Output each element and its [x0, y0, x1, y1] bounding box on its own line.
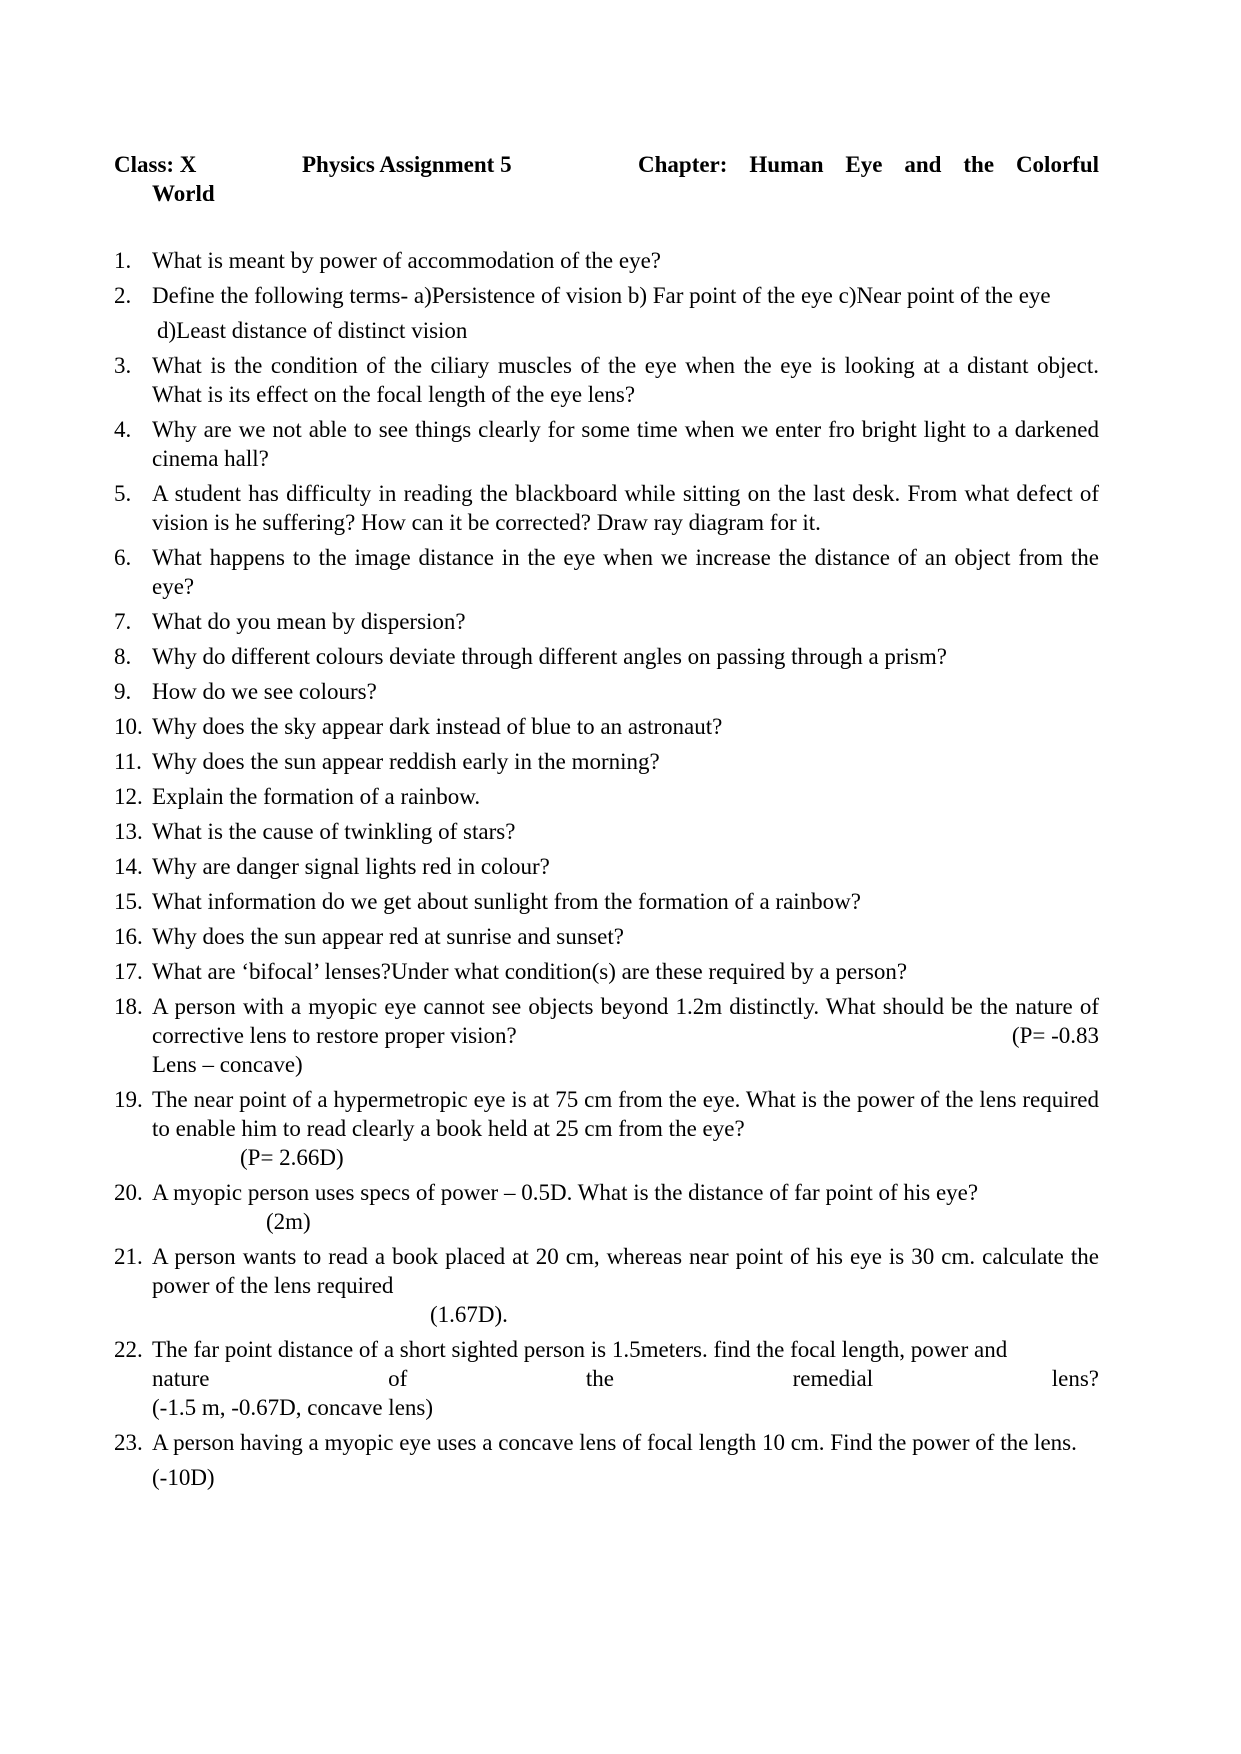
question-number: 7.: [114, 609, 132, 634]
answer-hint: (1.67D).: [430, 1302, 508, 1327]
question-number: 22.: [114, 1337, 143, 1362]
question-number: 20.: [114, 1180, 143, 1205]
answer-hint-continuation: Lens – concave): [152, 1052, 303, 1077]
question-text: What information do we get about sunlight from the formation of a rainbow?: [152, 889, 861, 914]
question-number: 21.: [114, 1244, 143, 1269]
chapter-continuation: World: [152, 181, 215, 206]
question-item: [114, 543, 1099, 601]
question-number: 14.: [114, 854, 143, 879]
question-item: [114, 887, 1099, 916]
question-text: A person having a myopic eye uses a concave lens of focal length 10 cm. Find the power of the lens.: [152, 1430, 1077, 1455]
question-number: 9.: [114, 679, 132, 704]
question-item: [114, 607, 1099, 636]
question-text: A student has difficulty in reading the blackboard while sitting on the last desk. From what defect of vision is he suffering? How can it be corrected? Draw ray diagram for it.: [152, 481, 1099, 535]
question-item: [114, 817, 1099, 846]
question-text: Define the following terms- a)Persistence of vision b) Far point of the eye c)Near point of the eye: [152, 283, 1051, 308]
question-number: 12.: [114, 784, 143, 809]
question-item: [114, 957, 1099, 986]
question-text: What is meant by power of accommodation of the eye?: [152, 248, 662, 273]
question-text: Why does the sun appear red at sunrise and sunset?: [152, 924, 624, 949]
question-item: [114, 852, 1099, 881]
question-text: Why are we not able to see things clearly for some time when we enter fro bright light to a darkened cinema hall?: [152, 417, 1099, 471]
question-text: Why does the sun appear reddish early in the morning?: [152, 749, 660, 774]
question-item: [114, 1085, 1099, 1172]
assignment-header: [114, 150, 1099, 208]
question-number: 10.: [114, 714, 143, 739]
question-text: Explain the formation of a rainbow.: [152, 784, 481, 809]
header-row: [114, 150, 1099, 179]
question-number: 2.: [114, 283, 132, 308]
question-item: [114, 479, 1099, 537]
question-item: [114, 1335, 1099, 1422]
question-item: [114, 782, 1099, 811]
question-text: What is the cause of twinkling of stars?: [152, 819, 516, 844]
question-text: The far point distance of a short sighted person is 1.5meters. find the focal length, power and: [152, 1337, 1008, 1362]
chapter-label: Chapter: Human Eye and the Colorful: [638, 152, 1099, 177]
question-text-continuation: nature of the remedial lens?: [152, 1366, 1099, 1391]
question-item: [114, 992, 1099, 1079]
question-item: [114, 1242, 1099, 1329]
question-number: 23.: [114, 1430, 143, 1455]
question-text: A person wants to read a book placed at 20 cm, whereas near point of his eye is 30 cm. calculate the power of the lens required: [152, 1244, 1099, 1298]
question-text: Why does the sky appear dark instead of blue to an astronaut?: [152, 714, 723, 739]
question-item: [114, 747, 1099, 776]
question-number: 8.: [114, 644, 132, 669]
question-text: A person with a myopic eye cannot see objects beyond 1.2m distinctly. What should be the nature of corrective lens to restore proper vision?: [152, 994, 1099, 1048]
question-number: 5.: [114, 481, 132, 506]
question-number: 13.: [114, 819, 143, 844]
question-item: [114, 922, 1099, 951]
question-item: [114, 677, 1099, 706]
question-text: What are ‘bifocal’ lenses?Under what condition(s) are these required by a person?: [152, 959, 908, 984]
class-label: Class: X: [114, 152, 197, 177]
question-item: [114, 1428, 1099, 1492]
question-text: What do you mean by dispersion?: [152, 609, 466, 634]
question-item: [114, 281, 1099, 345]
question-text: What happens to the image distance in the eye when we increase the distance of an object from the eye?: [152, 545, 1099, 599]
question-text: The near point of a hypermetropic eye is at 75 cm from the eye. What is the power of the lens required to enable him to read clearly a book held at 25 cm from the eye?: [152, 1087, 1099, 1141]
question-number: 18.: [114, 994, 143, 1019]
answer-hint: (P= -0.83: [1011, 1023, 1099, 1048]
question-text: Why are danger signal lights red in colour?: [152, 854, 550, 879]
question-text: A myopic person uses specs of power – 0.5D. What is the distance of far point of his eye?: [152, 1180, 979, 1205]
question-item: [114, 246, 1099, 275]
question-subpart: d)Least distance of distinct vision: [157, 318, 468, 343]
question-number: 16.: [114, 924, 143, 949]
question-number: 1.: [114, 248, 132, 273]
question-item: [114, 415, 1099, 473]
question-item: [114, 351, 1099, 409]
answer-hint: (2m): [266, 1209, 311, 1234]
subject-label: Physics Assignment 5: [302, 152, 512, 177]
question-number: 6.: [114, 545, 132, 570]
question-item: [114, 1178, 1099, 1236]
question-number: 15.: [114, 889, 143, 914]
question-text: Why do different colours deviate through different angles on passing through a prism?: [152, 644, 948, 669]
question-number: 17.: [114, 959, 143, 984]
question-text: How do we see colours?: [152, 679, 377, 704]
answer-hint: (P= 2.66D): [240, 1145, 344, 1170]
answer-hint: (-1.5 m, -0.67D, concave lens): [152, 1395, 434, 1420]
question-list: [114, 246, 1099, 1498]
question-item: [114, 712, 1099, 741]
answer-hint: (-10D): [152, 1465, 215, 1490]
question-number: 4.: [114, 417, 132, 442]
question-text: What is the condition of the ciliary muscles of the eye when the eye is looking at a distant object. What is its effect on the focal length of the eye lens?: [152, 353, 1099, 407]
question-number: 3.: [114, 353, 132, 378]
question-number: 19.: [114, 1087, 143, 1112]
question-item: [114, 642, 1099, 671]
question-number: 11.: [114, 749, 142, 774]
